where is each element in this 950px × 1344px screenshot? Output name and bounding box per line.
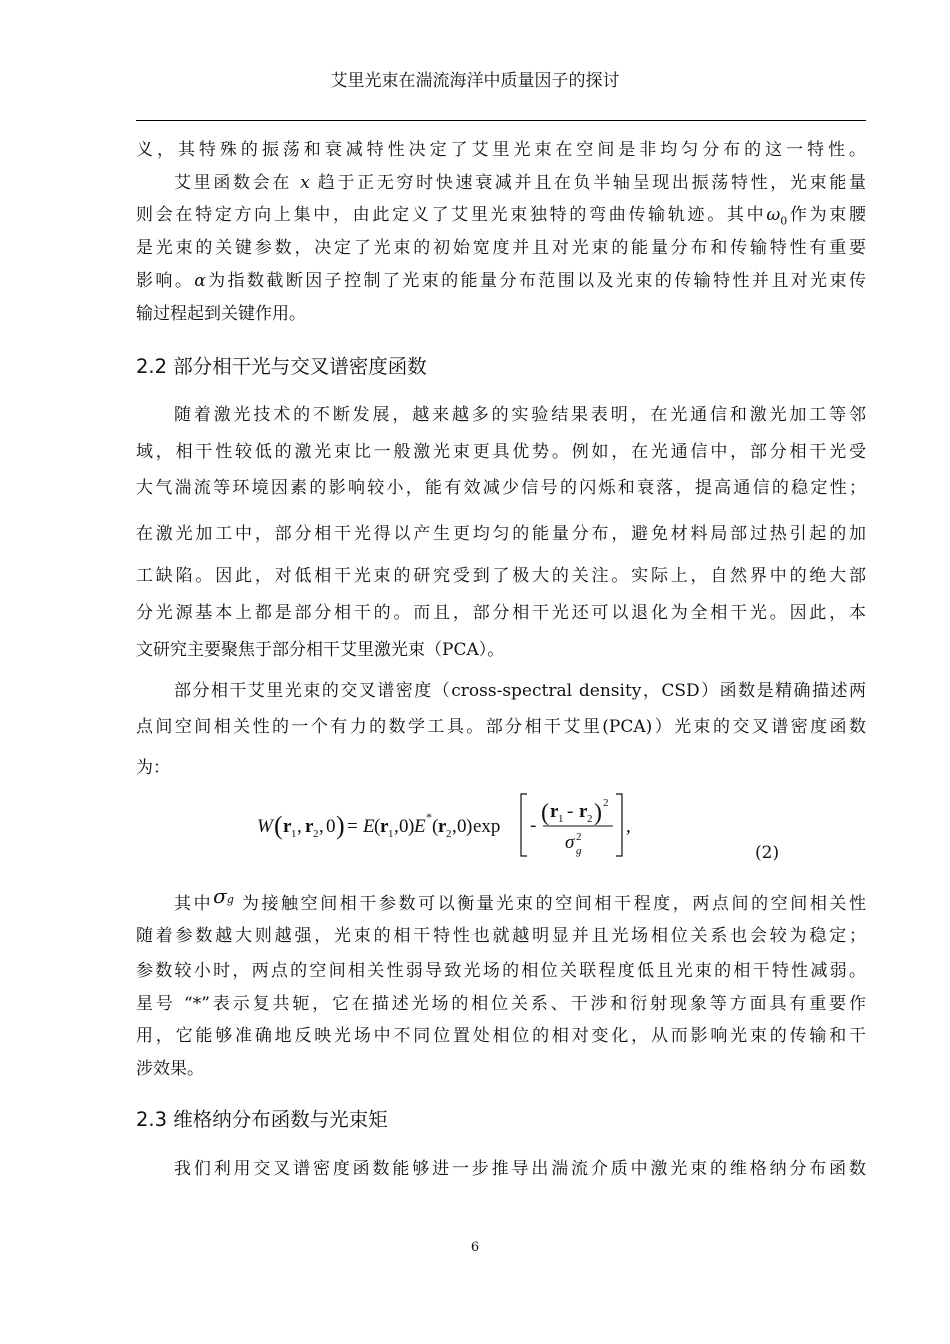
para2-line5: 工缺陷。因此，对低相干光束的研究受到了极大的关注。实际上，自然界中的绝大部 — [136, 566, 866, 586]
svg-text:2: 2 — [313, 828, 319, 840]
svg-text:E: E — [363, 816, 375, 837]
section-heading-2-3: 2.3 维格纳分布函数与光束矩 — [136, 1108, 388, 1131]
svg-text:): ) — [408, 816, 415, 837]
svg-text:1: 1 — [558, 813, 564, 825]
para5-line1: 我们利用交叉谱密度函数能够进一步推导出湍流介质中激光束的维格纳分布函数 — [174, 1159, 866, 1179]
header-rule — [136, 120, 866, 121]
para2-line1: 随着激光技术的不断发展，越来越多的实验结果表明，在光通信和激光加工等邻 — [174, 405, 866, 425]
svg-text:1: 1 — [291, 828, 297, 840]
para4-line3: 参数较小时，两点的空间相关性弱导致光场的相位关联程度低且光束的相干特性减弱。 — [136, 961, 866, 981]
svg-text:r: r — [380, 816, 389, 837]
svg-text:r: r — [438, 816, 447, 837]
svg-text:=: = — [347, 816, 358, 837]
svg-text:E: E — [414, 816, 426, 837]
svg-text:,: , — [452, 816, 457, 837]
svg-text:r: r — [579, 801, 588, 822]
svg-text:r: r — [305, 816, 314, 837]
svg-text:): ) — [466, 816, 473, 837]
svg-text:-: - — [530, 815, 537, 836]
para2-line7: 文研究主要聚焦于部分相干艾里激光束（PCA）。 — [136, 640, 505, 660]
para3-line3: 为： — [136, 758, 170, 778]
running-header: 艾里光束在湍流海洋中质量因子的探讨 — [330, 71, 620, 91]
svg-text:0: 0 — [399, 816, 409, 837]
svg-text:W: W — [257, 816, 273, 837]
svg-text:r: r — [550, 801, 559, 822]
para1-line2: 艾里函数会在 x 趋于正无穷时快速衰减并且在负半轴呈现出振荡特性，光束能量 — [174, 173, 866, 193]
svg-text:σ: σ — [565, 832, 575, 853]
para1-line4: 是光束的关键参数，决定了光束的初始宽度并且对光束的能量分布和传输特性有重要 — [136, 238, 866, 258]
para1-line3: 则会在特定方向上集中，由此定义了艾里光束独特的弯曲传输轨迹。其中$\omega_0$作为束腰 — [136, 205, 867, 228]
svg-text:,: , — [626, 816, 631, 837]
para2-line4: 在激光加工中，部分相干光得以产生更均匀的能量分布，避免材料局部过热引起的加 — [136, 524, 866, 544]
para3-line1: 部分相干艾里光束的交叉谱密度（cross-spectral density，CSD）函数是精确描述两 — [174, 681, 866, 701]
para1-line6: 输过程起到关键作用。 — [136, 304, 306, 324]
svg-text:2: 2 — [587, 813, 593, 825]
svg-text:(: ( — [274, 811, 283, 840]
para1-line5: 影响。α为指数截断因子控制了光束的能量分布范围以及光束的传输特性并且对光束传 — [136, 271, 867, 291]
svg-text:(: ( — [432, 816, 439, 837]
svg-text:-: - — [567, 801, 574, 822]
svg-text:,: , — [394, 816, 399, 837]
equation-2 — [255, 790, 655, 860]
svg-text:(: ( — [541, 800, 549, 826]
para1-line1: 义，其特殊的振荡和衰减特性决定了艾里光束在空间是非均匀分布的这一特性。 — [136, 140, 866, 160]
svg-text:2: 2 — [603, 797, 609, 809]
svg-text:2: 2 — [446, 828, 452, 840]
svg-text:): ) — [336, 811, 345, 840]
svg-text:*: * — [426, 810, 432, 824]
svg-text:g: g — [576, 845, 582, 857]
equation-number: (2) — [755, 843, 780, 863]
para4-line5: 用，它能够准确地反映光场中不同位置处相位的相对变化，从而影响光束的传输和干 — [136, 1026, 866, 1046]
para4-line6: 涉效果。 — [136, 1059, 204, 1079]
svg-text:,: , — [297, 816, 302, 837]
svg-text:r: r — [283, 816, 292, 837]
svg-text:1: 1 — [388, 828, 394, 840]
para4-line1: 其中$\sigma_g$ 为接触空间相干参数可以衡量光束的空间相干程度，两点间的空间相关性 — [174, 884, 866, 914]
para4-line4: 星号 “*”表示复共轭，它在描述光场的相位关系、干涉和衍射现象等方面具有重要作 — [136, 994, 866, 1014]
svg-text:0: 0 — [326, 816, 336, 837]
svg-text:(: ( — [374, 816, 381, 837]
para2-line3: 大气湍流等环境因素的影响较小，能有效减少信号的闪烁和衰落，提高通信的稳定性； — [136, 478, 866, 498]
para3-line2: 点间空间相关性的一个有力的数学工具。部分相干艾里(PCA)）光束的交叉谱密度函数 — [136, 717, 866, 737]
para2-line2: 域，相干性较低的激光束比一般激光束更具优势。例如，在光通信中，部分相干光受 — [136, 442, 866, 462]
svg-text:2: 2 — [576, 831, 582, 843]
svg-text:): ) — [594, 800, 602, 826]
page-number: 6 — [470, 1240, 480, 1255]
para4-line2: 随着参数越大则越强，光束的相干特性也就越明显并且光场相位关系也会较为稳定； — [136, 926, 866, 946]
para2-line6: 分光源基本上都是部分相干的。而且，部分相干光还可以退化为全相干光。因此，本 — [136, 603, 866, 623]
svg-text:exp: exp — [473, 816, 501, 837]
svg-text:0: 0 — [457, 816, 467, 837]
section-heading-2-2: 2.2 部分相干光与交叉谱密度函数 — [136, 355, 427, 378]
svg-text:,: , — [319, 816, 324, 837]
